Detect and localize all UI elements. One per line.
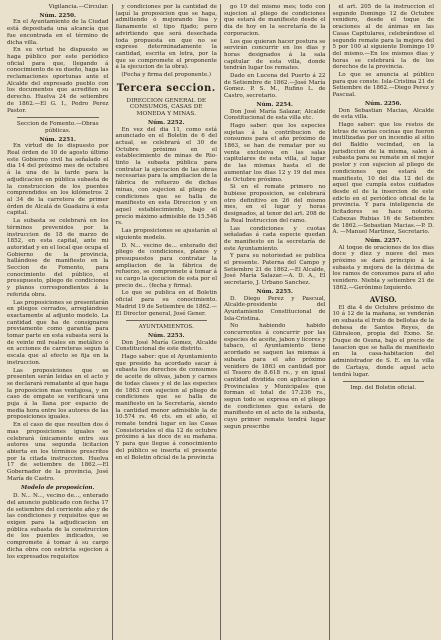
paragraph: Y para su notoriedad se publica el presente. Paterna del Campo y Setiembre 21 de 1862.—El Alcalde, José María Salazar.—A. D. A., El secretario, J. Urbano Sanchez. bbox=[224, 253, 326, 287]
paragraph: y condiciones por la cantidad de (aquí la proposicion que se haga, admitiendo ó mejorando lisa y llanamente el tipo fijado; pero advirtiendo que será desechada toda propuesta en que no se exprese determinadamente la cantidad, escrita en letra, por la que se compromete el proponente á la ejecucion de la obra). bbox=[115, 4, 217, 71]
paragraph: Modelo de proposicion. bbox=[21, 484, 95, 491]
column-3 bbox=[221, 4, 329, 640]
paragraph: (Fecha y firma del proponente.) bbox=[121, 72, 212, 79]
paragraph: Lo que se publica en el Boletin oficial para su conocimiento. Madrid 19 de Setiembre de 1862.—El Director general, José Gener. bbox=[115, 290, 217, 317]
column-2 bbox=[113, 4, 221, 640]
paragraph: Don José María Gomez, Alcalde Constitucional de este distrito. bbox=[115, 339, 217, 353]
notice-number: Núm. 2250. bbox=[39, 12, 76, 19]
paragraph: En su virtud he dispuesto se haga público por este periódico oficial para que, llegando á conocimiento de su dueño, haga las reclamaciones oportunas ante el Alcalde del expresado pueblo con los documentos que acrediten su derecho. Huelva 24 de setiembre de 1862.—El G. I., Pedro Perez Pastor. bbox=[7, 47, 109, 114]
separator-rule bbox=[343, 381, 425, 382]
section-heading: Tercera seccion. bbox=[116, 82, 216, 94]
notice-number: Núm. 2251. bbox=[39, 136, 76, 143]
paragraph: el art. 205 de la instruccion el segundo Domingo 12 de Octubre venidero, desde el toque de oraciones al de ánimas en las Casas Capitulares, celebrándose el segundo remate para la mejora del 5 por 100 al siguiente Domingo 19 del mismo.—En los mismos dias y horas se celebrará la de los derechos de la provincia. bbox=[332, 4, 434, 71]
notice-number: Núm. 2254. bbox=[256, 101, 293, 108]
column-1 bbox=[4, 4, 112, 640]
paragraph: Hago saber: que el Ayuntamiento que presido ha acordado sacar á subasta los derechos de consumos de aceite de olivas, jabon y carnes de todas clases y el de las especies de 1863 con sujecion al pliego de condiciones que se halla de manifiesto en la Secretaría, siendo la cantidad menor admisible la de 10.574 rs. 46 cts. en el año, el remate tendrá lugar en las Casas Consistoriales el dia 12 de octubre próximo á las doce de su mañana. Y para que llegue á conocimiento del público se inserta el presente en el Boletin oficial de la provincia bbox=[115, 354, 217, 461]
paragraph: Lo que se anuncia al público para que conste. Isla-Cristina 21 de Setiembre de 1862.—Diego Perez y Pascual. bbox=[332, 72, 434, 99]
paragraph: Las condiciones y cuotas señaladas á cada especie quedan de manifiesto en la secretaría de este Ayuntamiento. bbox=[224, 225, 326, 252]
paragraph: D. N... vecino de... enterado del pliego de condiciones, planos y presupuestos para contratar la ampliacion de la fábrica de refuerzo, se compromete á tomar á su cargo la ejecucion de esta por el precio de... (fecha y firma). bbox=[115, 242, 217, 289]
paragraph: Don José María Salazar, Alcalde Constitucional de esta villa etc. bbox=[224, 108, 326, 122]
paragraph: Seccion de Fomento.—Obras públicas. bbox=[16, 121, 99, 134]
paragraph: La subasta se celebrará en los términos prevenidos por la instruccion de 18 de marzo de 1852, en esta capital, ante mi autoridad y en el local que ocupa el Gobierno de la provincia, hallándose de manifiesto en la Seccion de Fomento, para conocimiento del público, el presupuesto, pliego de condiciones y planos correspondientes á la referida obra. bbox=[7, 218, 109, 298]
separator-rule bbox=[17, 117, 99, 118]
notice-number: Núm. 2255. bbox=[256, 288, 293, 295]
paragraph: Si en el remate primero no hubiese proposicion, se celebrará otro definitivo en 26 del mismo mes, en el lugar y horas designados, al tenor del art. 208 de la Real Instruccion del ramo. bbox=[224, 184, 326, 224]
paragraph: DIRECCION GENERAL DE CONSUMOS, CASAS DE MONEDA Y MINAS. bbox=[126, 97, 207, 118]
paragraph: En virtud de lo dispuesto por Real órden de 10 de agosto último este Gobierno civil ha señalado el dia 14 del próximo mes de octubre á la una de la tarde para la adjudicacion en pública subasta de la construccion de los puentes comprendidos en los kilómetros 2 al 34 de la carretera de primer órden de Alcalá de Guadaira á esta capital. bbox=[7, 143, 109, 217]
notice-number: Núm. 2257. bbox=[364, 237, 402, 244]
paragraph: Imp. del Boletin oficial. bbox=[350, 385, 417, 392]
paragraph: AYUNTAMIENTOS. bbox=[138, 324, 194, 331]
notice-heading: AVISO. bbox=[369, 294, 397, 304]
notice-number: Núm. 2252. bbox=[147, 119, 185, 126]
paragraph: No habiendo habido concurrentes á concurrir por las especies de aceite, jabon y licores y tabaco, el Ayuntamiento tiene acordado se saquen las mismas á subasta para el año próximo venidero de 1863 en cantidad por el Tesoro de 8.618 rs., y en igual cantidad dividida con aplicacion á Provinciales y Municipales que forman el total de 17.236 rs., segun todo se expresa en el pliego de condiciones que estará de manifiesto en el acto de la subasta, cuyo primer remate tendrá lugar segun prescribe bbox=[224, 323, 326, 430]
column-4 bbox=[330, 4, 438, 640]
notice-number: Núm. 2256. bbox=[364, 100, 402, 107]
paragraph: En el Ayuntamiento de la Ciudad está depositada una alcancía que fue encontrada en el término de dicha villa. bbox=[7, 19, 109, 46]
paragraph: Don Sebastian Macias, Alcalde de esta villa. bbox=[332, 107, 434, 121]
paragraph: Al toque de oraciones de los dias doce y diez y nueve del mes próximo se dará principio á la subasta y mejora de la décima de los ramos de consumos para el año venidero. Niebla y setiembre 21 de 1862.—Gerónimo Izquierdo. bbox=[332, 244, 434, 291]
paragraph: Hago saber: que los especies sujetas á la contribucion de consumos para el año próximo de 1863, se han de rematar por su venta exclusiva en las salas capitulares de esta villa, al lugar de las mismas hasta el de aumentar los dias 12 y 19 del mes de Octubre próximo. bbox=[224, 122, 326, 183]
paragraph: D. N... N..., vecino de..., enterado del anuncio publicado con fecha 17 de setiembre del corriente año y de las condiciones y requisitos que se exigen para la adjudicacion en pública subasta de la construccion de los puentes indicados, se compromete á tomar á su cargo dicha obra con estricta sujecion á los expresados requisitos bbox=[7, 493, 109, 560]
paragraph: Los que quieran hacer postura se servirán concurrir en los dias y horas designados á la sala capitular de esta villa, donde tendrán lugar los remates. bbox=[224, 38, 326, 72]
paragraph: Las proposiciones se ajustarán al siguiente modelo. bbox=[115, 228, 217, 241]
paragraph: Las proposiciones que se presenten serán leidas en el acto y se declarará rematante al que haga la proposicion mas ventajosa, y en caso de empate se verificará una puja á la llana por espacio de media hora entre los autores de las proposiciones iguales. bbox=[7, 367, 109, 421]
paragraph: go 19 del mismo mes; todo con sujecion al pliego de condiciones que estará de manifiesto desde el dia de hoy en la secretaría de la corporacion. bbox=[224, 4, 326, 37]
paragraph: Vigilancia.—Circular. bbox=[48, 4, 109, 10]
paragraph: D. Diego Perez y Pascual, Alcalde-presidente del Ayuntamiento Constitucional de Isla-Cristina. bbox=[224, 295, 326, 322]
paragraph: En vez del dia 11, como está anunciado en el Boletin de 6 del actual, se celebrará el 30 de Octubre próximo en el establecimiento de minas de Rio-tinto la subasta pública para contratar la ejecucion de las obras necesarias para la ampliacion de la fábrica de refuerzo de dichas minas, con sujecion al pliego de condiciones que se halla de manifiesto en esta Direccion y en aquel establecimiento, bajo el precio máximo admisible de 15.546 rs. bbox=[115, 126, 217, 227]
paragraph: En el caso de que resulten dos ó mas proposiciones iguales se celebrará únicamente entre sus autores una segunda licitacion abierta en los términos prescritos por la citada instruccion. Huelva 17 de setiembre de 1862.—El Gobernador de la provincia, José María de Castro. bbox=[7, 422, 109, 482]
paragraph: Hago saber: que los restos de letras de varias cocinas que fueron inutilizadas por un incendio al sitio del Baldio vecindad, en la jurisdiccion de la misma, salen á subasta para su remate en el mejor postor y con sujecion al pliego de condiciones que estará de manifiesto, 10 del dia 12 del de aquel que cumpla estos cuidados desde el de la insercion de este edicto en el periódico oficial de la provincia. Y para inteligencia de licitadores se hace notorio. Cabezas Rubias 16 de Setiembre de 1862.—Sebastian Macias.—P. D. A. —Manuel Martinez, Secretario. bbox=[332, 121, 434, 236]
paragraph: Dado en Lucena del Puerto á 22 de Setiembre de 1862.—José María Gomez. P. S. M., Rufino L. de Castro, secretario. bbox=[224, 73, 326, 100]
notice-number: Núm. 2253. bbox=[147, 332, 185, 339]
paragraph: Las proposiciones se presentarán en pliegos cerrados, arreglándose exactamente al adjunto modelo. La cantidad que ha de consignarse previamente como garantía para tomar parte en esta subasta será la de veinte mil reales en metálico ó en acciones de carreteras segun la escala que al efecto se fija en la instruccion. bbox=[7, 299, 109, 366]
separator-rule bbox=[126, 320, 208, 321]
paragraph: El dia 4 de Octubre próximo de 10 á 12 de la mañana, se venderán en subasta el fruto de bellotas de la dehesa de Santos Reyes, de Gibraleon, propia del Exmo. Sr. Duque de Osuna, bajo el precio de tasacion que se halla de manifiesto en la casa-habitacion del administrador de S. E. en la villa de Cartaya, donde aquel acto tendrá lugar. bbox=[332, 304, 434, 378]
